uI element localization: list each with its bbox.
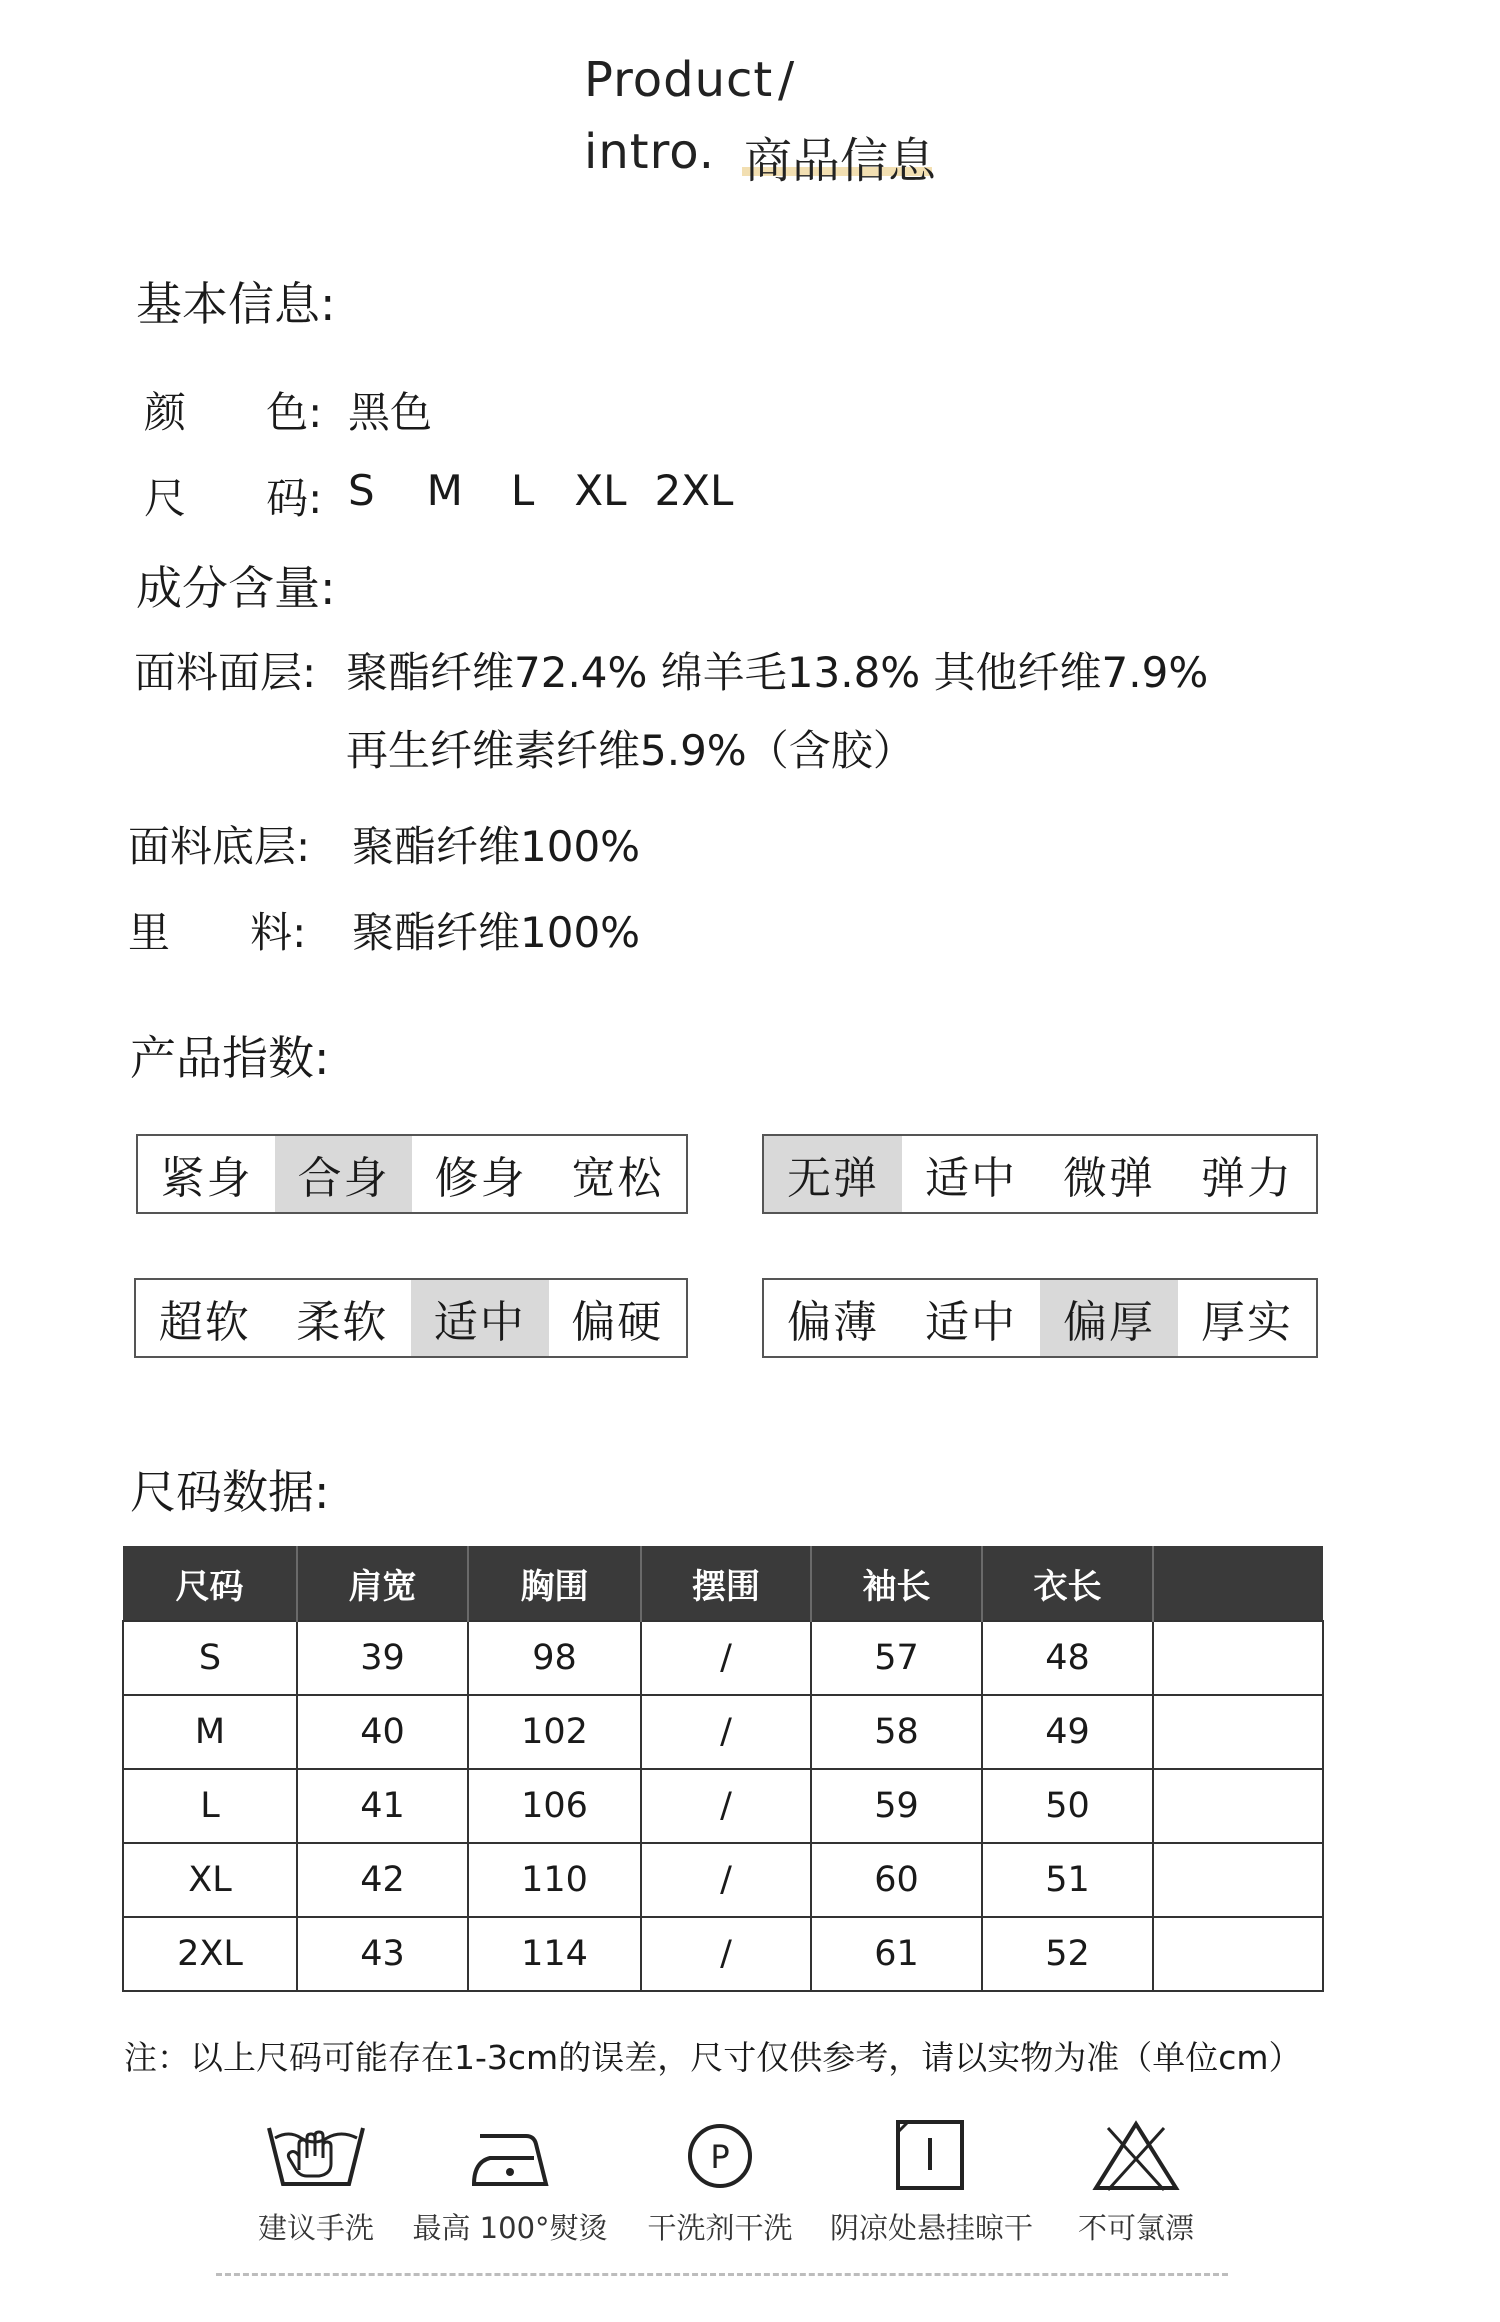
size-value: XL	[574, 466, 627, 515]
table-cell: 57	[811, 1621, 982, 1695]
stretch-option: 适中	[925, 1153, 1017, 1204]
table-cell: 114	[468, 1917, 641, 1991]
thickness-option: 适中	[925, 1297, 1017, 1348]
table-cell: XL	[123, 1843, 297, 1917]
table-cell: 41	[297, 1769, 468, 1843]
header-product-text: Product	[584, 52, 774, 108]
softness-option: 超软	[158, 1297, 251, 1348]
color-label: 颜 色:	[144, 388, 323, 437]
care-iron	[410, 2114, 610, 2247]
table-header-row	[123, 1546, 1323, 1621]
fit-option: 紧身	[160, 1153, 253, 1204]
stretch-option: 弹力	[1201, 1153, 1293, 1204]
softness-option: 偏硬	[571, 1297, 664, 1348]
softness-option-selected: 适中	[411, 1280, 549, 1356]
care-hand-wash	[216, 2114, 416, 2247]
size-value: L	[510, 466, 535, 515]
table-cell: S	[123, 1621, 297, 1695]
table-cell	[1153, 1695, 1323, 1769]
table-row	[123, 1843, 1323, 1917]
softness-index	[134, 1278, 688, 1358]
table-cell: /	[641, 1917, 811, 1991]
fit-option: 宽松	[571, 1153, 664, 1204]
table-cell: 102	[468, 1695, 641, 1769]
table-cell	[1153, 1769, 1323, 1843]
table-cell: 39	[297, 1621, 468, 1695]
column-header: 尺码	[123, 1546, 297, 1621]
thickness-option-selected: 偏厚	[1040, 1280, 1178, 1356]
table-cell: 58	[811, 1695, 982, 1769]
no-bleach-icon	[1086, 2114, 1186, 2194]
table-cell	[1153, 1621, 1323, 1695]
thickness-index	[762, 1278, 1318, 1358]
divider-dashed	[216, 2273, 1228, 2276]
fit-option-selected: 合身	[275, 1136, 412, 1212]
size-values	[348, 466, 733, 515]
table-cell: 59	[811, 1769, 982, 1843]
size-value: S	[348, 466, 375, 515]
column-header: 摆围	[641, 1546, 811, 1621]
table-cell: 42	[297, 1843, 468, 1917]
stretch-option-selected: 无弹	[764, 1136, 902, 1212]
table-cell: 51	[982, 1843, 1153, 1917]
size-value: 2XL	[654, 466, 734, 515]
size-data-title: 尺码数据:	[130, 1465, 330, 1519]
fit-index	[136, 1134, 688, 1214]
composition-title: 成分含量:	[136, 561, 336, 615]
size-value: M	[426, 466, 463, 515]
lining-label: 里 料:	[128, 908, 307, 957]
dry-clean-p-icon	[670, 2114, 770, 2194]
table-cell: 48	[982, 1621, 1153, 1695]
column-header: 衣长	[982, 1546, 1153, 1621]
size-note: 注：以上尺码可能存在1-3cm的误差，尺寸仅供参考，请以实物为准（单位cm）	[124, 2038, 1302, 2077]
care-no-bleach	[1036, 2114, 1236, 2247]
table-cell: 40	[297, 1695, 468, 1769]
thickness-option: 厚实	[1201, 1297, 1293, 1348]
header-intro-text: intro.	[584, 124, 716, 180]
header-cn-title: 商品信息	[744, 133, 937, 189]
care-label: 建议手洗	[257, 2211, 374, 2245]
table-cell	[1153, 1843, 1323, 1917]
table-cell: 61	[811, 1917, 982, 1991]
table-row	[123, 1769, 1323, 1843]
care-dry-clean	[620, 2114, 820, 2247]
column-header: 胸围	[468, 1546, 641, 1621]
care-label: 阴凉处悬挂晾干	[830, 2211, 1034, 2245]
line-dry-shade-icon	[880, 2114, 980, 2194]
table-cell: /	[641, 1621, 811, 1695]
table-cell: L	[123, 1769, 297, 1843]
table-cell: 98	[468, 1621, 641, 1695]
product-index-title: 产品指数:	[130, 1031, 330, 1085]
table-row	[123, 1621, 1323, 1695]
size-label: 尺 码:	[144, 474, 323, 523]
softness-option: 柔软	[296, 1297, 389, 1348]
table-cell: /	[641, 1695, 811, 1769]
table-cell: M	[123, 1695, 297, 1769]
iron-icon	[460, 2114, 560, 2194]
basic-info-title: 基本信息:	[136, 277, 336, 331]
table-cell	[1153, 1917, 1323, 1991]
care-label: 不可氯漂	[1077, 2211, 1194, 2245]
size-table	[122, 1546, 1324, 1992]
table-cell: 52	[982, 1917, 1153, 1991]
table-cell: /	[641, 1843, 811, 1917]
care-label: 最高 100°熨烫	[412, 2211, 608, 2245]
table-cell: 110	[468, 1843, 641, 1917]
hand-wash-icon	[261, 2114, 371, 2194]
header-slash: /	[778, 52, 796, 108]
care-line-dry	[830, 2114, 1034, 2247]
table-cell: 60	[811, 1843, 982, 1917]
table-cell: 43	[297, 1917, 468, 1991]
stretch-option: 微弹	[1063, 1153, 1155, 1204]
thickness-option: 偏薄	[787, 1297, 879, 1348]
fit-option: 修身	[434, 1153, 527, 1204]
column-header: 肩宽	[297, 1546, 468, 1621]
table-cell: 49	[982, 1695, 1153, 1769]
column-header: 袖长	[811, 1546, 982, 1621]
table-row	[123, 1917, 1323, 1991]
care-label: 干洗剂干洗	[647, 2211, 793, 2245]
outer-layer-label: 面料面层:	[134, 648, 317, 697]
table-cell: 2XL	[123, 1917, 297, 1991]
base-layer-value: 聚酯纤维100%	[352, 822, 641, 871]
table-cell: 50	[982, 1769, 1153, 1843]
color-value: 黑色	[348, 388, 433, 437]
base-layer-label: 面料底层:	[128, 822, 311, 871]
table-cell: /	[641, 1769, 811, 1843]
table-row	[123, 1695, 1323, 1769]
outer-layer-value-line1: 聚酯纤维72.4% 绵羊毛13.8% 其他纤维7.9%	[346, 648, 1209, 697]
stretch-index	[762, 1134, 1318, 1214]
svg-text:P: P	[710, 2138, 730, 2176]
table-cell: 106	[468, 1769, 641, 1843]
lining-value: 聚酯纤维100%	[352, 908, 641, 957]
column-header	[1153, 1546, 1323, 1621]
outer-layer-value-line2: 再生纤维素纤维5.9%（含胶）	[346, 726, 915, 775]
